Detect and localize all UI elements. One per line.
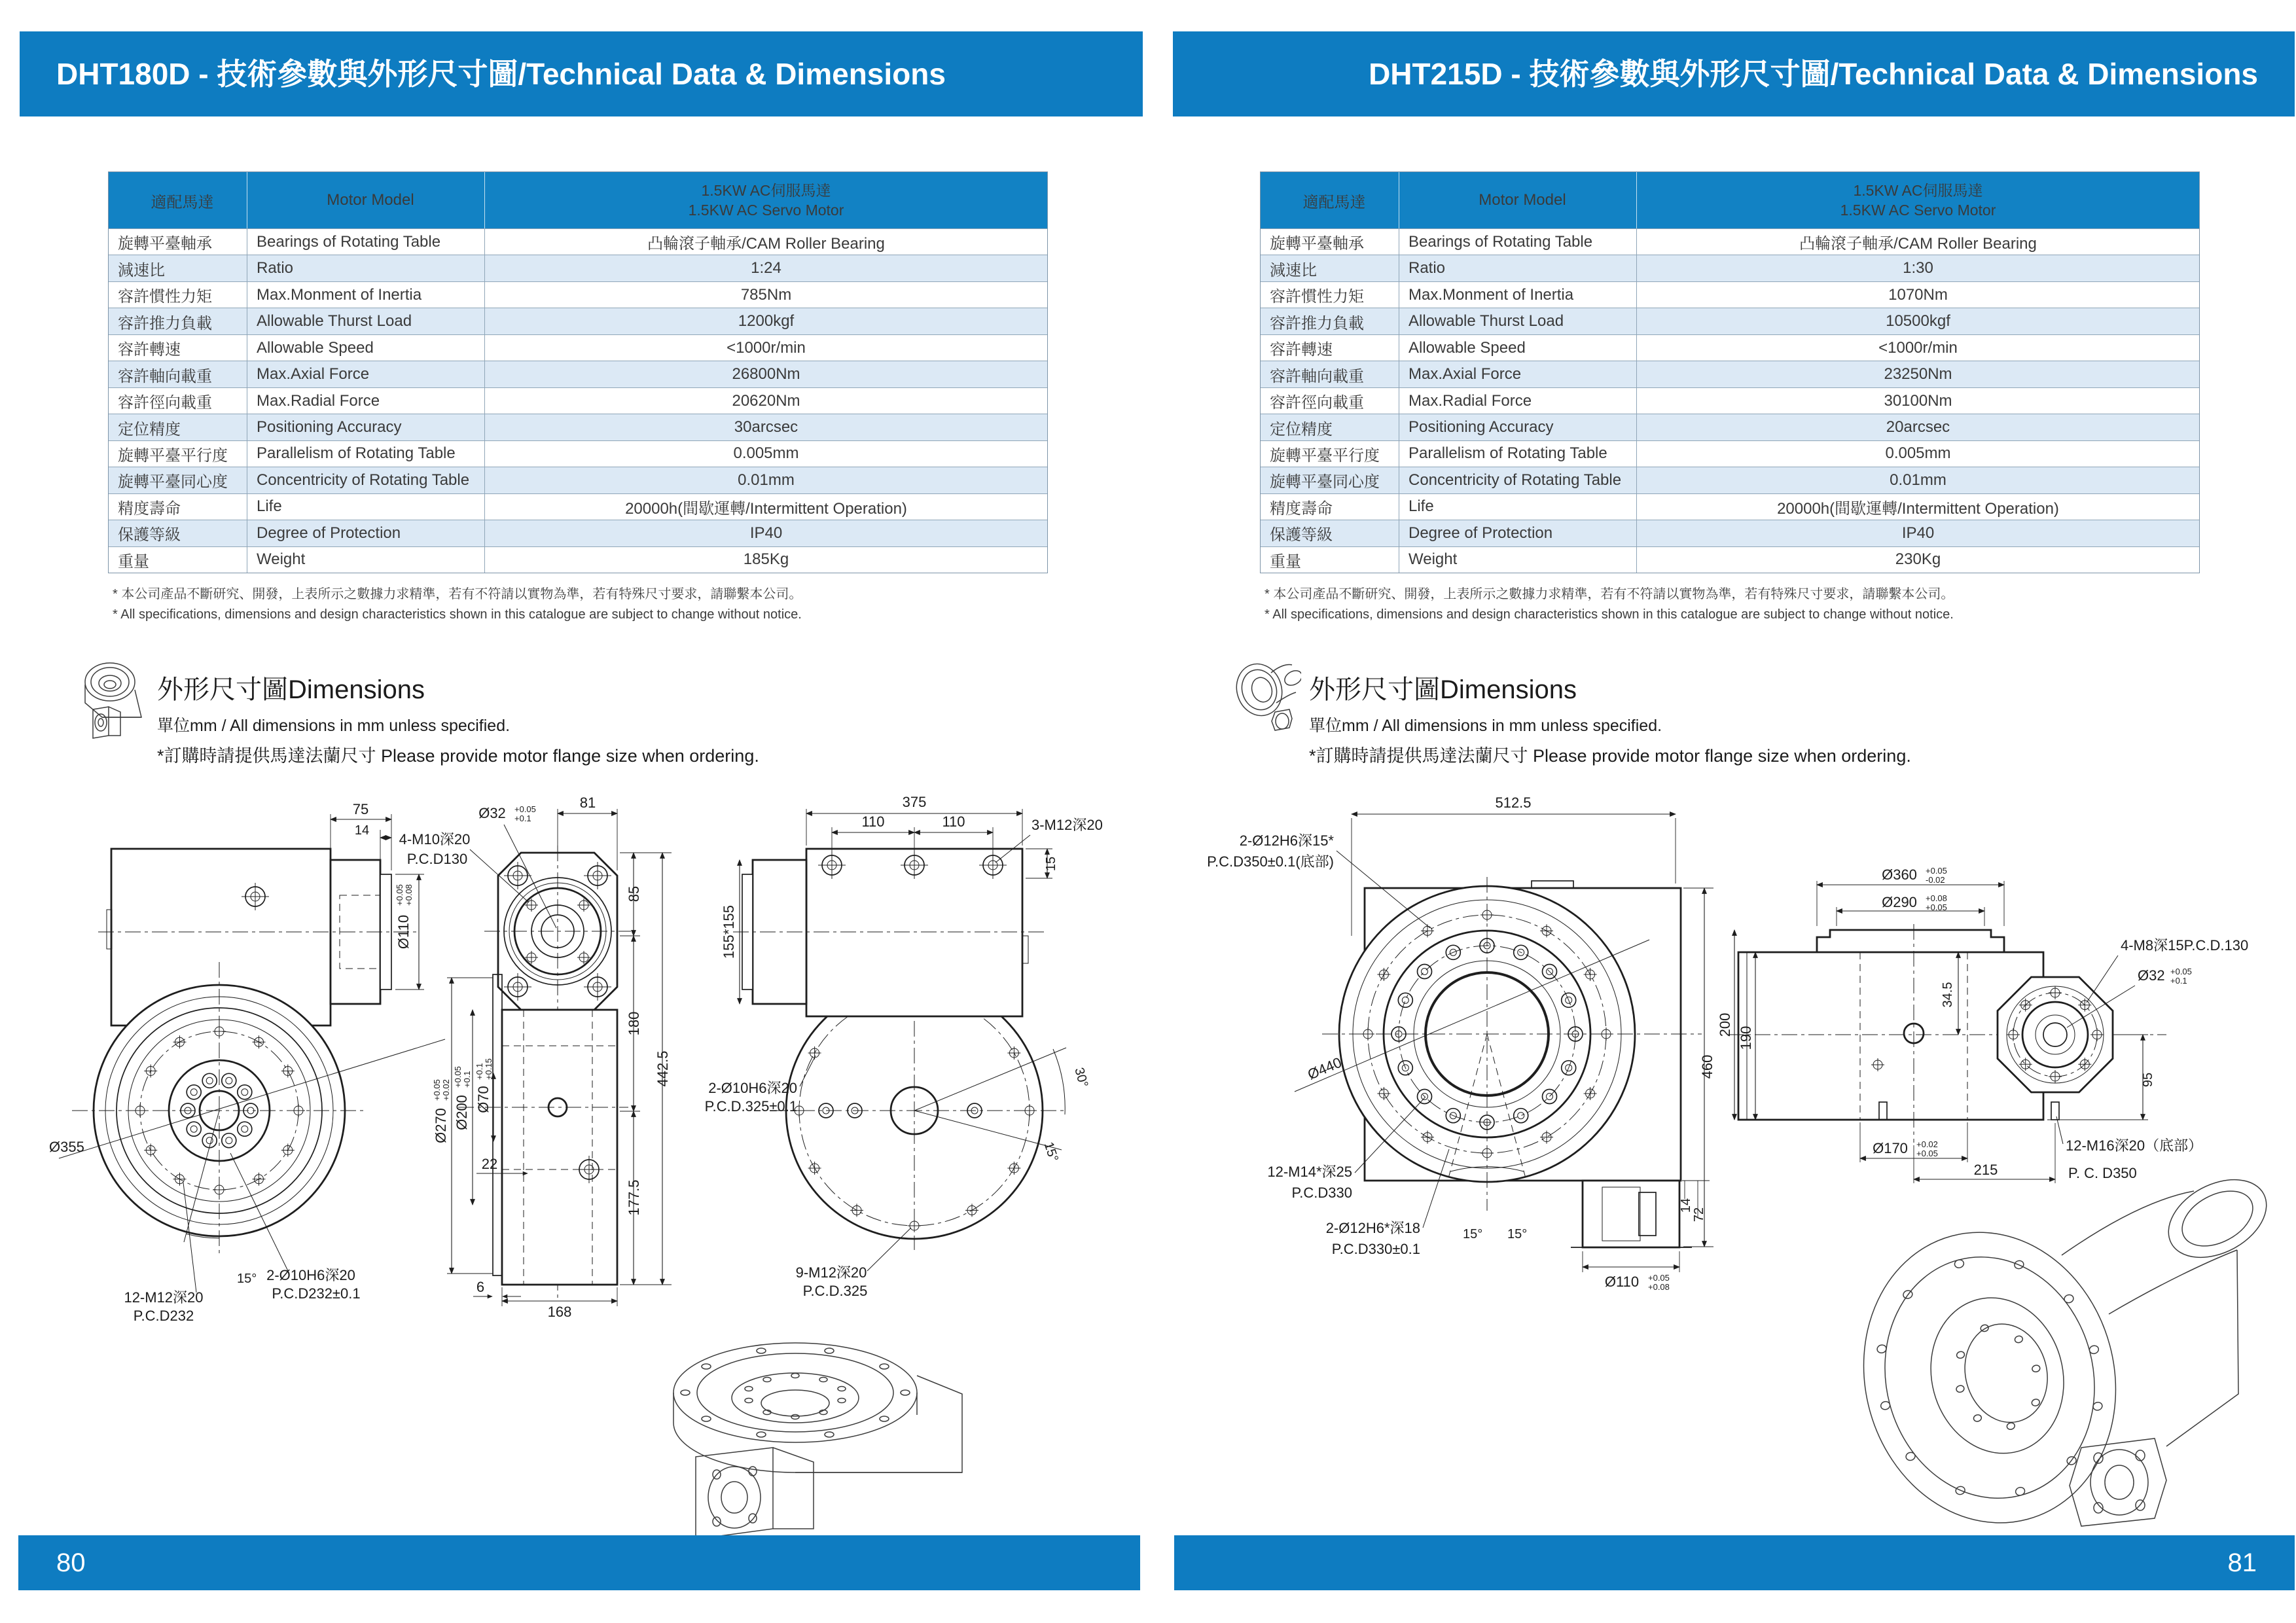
table-cell: Max.Axial Force (247, 361, 485, 387)
dim-label-110a: 110 (861, 813, 885, 830)
label-4-m10-pcd: P.C.D130 (406, 851, 468, 867)
label-12-m12-pcd: P.C.D232 (133, 1308, 194, 1324)
dim-label-190: 190 (1738, 1026, 1754, 1050)
table-cell: 凸輪滾子軸承/CAM Roller Bearing (1799, 235, 2037, 253)
label-9-m12-pcd: P.C.D.325 (802, 1283, 868, 1299)
svg-text:+0.1: +0.1 (462, 1071, 472, 1088)
dim-label-442-5: 442.5 (655, 1050, 671, 1087)
table-cell: Life (1399, 494, 1637, 520)
header-cell-servo: 1.5KW AC伺服馬達 1.5KW AC Servo Motor (688, 182, 844, 219)
table-cell: 定位精度 (1261, 414, 1399, 440)
page-number-81: 81 (1174, 1535, 2295, 1590)
table-cell: 0.01mm (1890, 471, 1946, 489)
svg-text:Ø70: Ø70 (475, 1086, 492, 1113)
svg-text:+0.05: +0.05 (453, 1066, 463, 1088)
dimensions-title: 外形尺寸圖Dimensions (1309, 675, 1577, 704)
header-cell-motor-zh: 適配馬達 (109, 172, 247, 228)
dim-label-155x155: 155*155 (721, 905, 737, 959)
angle-label-15: 15° (237, 1272, 257, 1286)
label-12-m16: 12-M16深20（底部） (2066, 1137, 2203, 1154)
svg-text:+0.02: +0.02 (1916, 1139, 1938, 1149)
table-cell: 旋轉平臺同心度 (1261, 467, 1399, 493)
table-row (109, 334, 1047, 361)
table-cell: Max.Axial Force (1399, 361, 1637, 387)
table-cell: 20000h(間歇運轉/Intermittent Operation) (1777, 499, 2059, 518)
svg-text:+0.1: +0.1 (475, 1063, 484, 1080)
table-cell: 20620Nm (732, 391, 800, 410)
table-cell: Allowable Speed (247, 335, 485, 361)
dim-label-dia355: Ø355 (49, 1139, 84, 1155)
table-cell: 旋轉平臺軸承 (109, 229, 247, 255)
table-row (109, 546, 1047, 573)
dimensions-unit-note: 單位mm / All dimensions in mm unless specified. (157, 717, 511, 735)
table-cell: Positioning Accuracy (1399, 414, 1637, 440)
table-cell: 0.005mm (1885, 444, 1951, 463)
table-cell: Life (247, 494, 485, 520)
table-row (1261, 281, 2199, 308)
label-2-d10h6-pcd: P.C.D232±0.1 (272, 1285, 361, 1302)
table-cell: 保護等級 (109, 520, 247, 546)
product-icon (81, 661, 149, 743)
table-cell: 容許推力負載 (1261, 308, 1399, 334)
svg-text:Ø110: Ø110 (1604, 1274, 1640, 1290)
dim-label-180: 180 (626, 1011, 642, 1036)
svg-text:+0.08: +0.08 (404, 884, 414, 906)
header-cell-motor-en: Motor Model (1399, 172, 1637, 228)
table-row (1261, 520, 2199, 546)
table-cell: 容許徑向載重 (109, 388, 247, 414)
table-cell: 精度壽命 (1261, 494, 1399, 520)
label-2-d12h6-18-pcd: P.C.D330±0.1 (1331, 1241, 1420, 1257)
dim-label-215: 215 (1973, 1162, 1998, 1178)
svg-text:Ø32: Ø32 (478, 805, 506, 821)
dim-label-14-right: 14 (1679, 1198, 1693, 1213)
label-12-m14-pcd: P.C.D330 (1291, 1185, 1352, 1201)
table-cell: <1000r/min (726, 338, 806, 357)
label-4-m8: 4-M8深15P.C.D.130 (2121, 937, 2249, 954)
dht180d-front-view (49, 801, 445, 1324)
table-footnotes: * 本公司產品不斷研究、開發，上表所示之數據力求精準，若有不符請以實物為準，若有特殊尺寸要求，請聯繫本公司。 * All specifications, dimensions and design characteristics shown in this catalogue are subject to change without notice. (1265, 587, 1954, 622)
dim-label-22: 22 (481, 1156, 498, 1172)
table-row (109, 467, 1047, 493)
dht215d-front-view (1207, 794, 1715, 1292)
table-cell: 容許轉速 (1261, 335, 1399, 361)
dim-label-14: 14 (354, 823, 370, 838)
svg-text:+0.05: +0.05 (1648, 1273, 1670, 1283)
dim-label-168: 168 (547, 1304, 572, 1320)
table-cell: Ratio (247, 255, 485, 281)
svg-text:-0.02: -0.02 (1926, 875, 1945, 885)
dim-label-dia200 (453, 1066, 472, 1130)
table-cell: 重量 (109, 547, 247, 573)
table-cell: 保護等級 (1261, 520, 1399, 546)
table-cell: 26800Nm (732, 365, 800, 383)
dim-label-177-5: 177.5 (626, 1179, 642, 1216)
table-row (1261, 255, 2199, 281)
svg-text:+0.05: +0.05 (1916, 1149, 1938, 1158)
svg-text:+0.1: +0.1 (514, 813, 531, 823)
dim-label-dia110 (395, 884, 414, 949)
header-cell-motor-zh: 適配馬達 (1261, 172, 1399, 228)
svg-text:+0.08: +0.08 (1926, 893, 1947, 903)
page-number-80: 80 (18, 1535, 1140, 1590)
svg-text:Ø110: Ø110 (395, 914, 412, 950)
table-row (109, 255, 1047, 281)
dim-label-dia110-right (1605, 1273, 1670, 1292)
dim-label-75: 75 (352, 801, 369, 817)
table-cell: 0.005mm (733, 444, 799, 463)
svg-text:+0.05: +0.05 (395, 884, 404, 906)
dim-label-dia32 (478, 804, 536, 823)
table-cell: Weight (247, 547, 485, 573)
svg-text:+0.1: +0.1 (2170, 976, 2187, 986)
table-row (109, 361, 1047, 387)
table-row (1261, 467, 2199, 493)
table-cell: 凸輪滾子軸承/CAM Roller Bearing (647, 235, 885, 253)
angle-label-30: 30° (1071, 1065, 1091, 1089)
table-cell: IP40 (1901, 524, 1935, 542)
table-row (1261, 308, 2199, 334)
table-row (1261, 361, 2199, 387)
svg-text:+0.05: +0.05 (1926, 866, 1947, 876)
svg-text:+0.05: +0.05 (1926, 902, 1947, 912)
table-row (109, 414, 1047, 440)
svg-text:+0.05: +0.05 (2170, 967, 2192, 976)
svg-text:+0.15: +0.15 (484, 1058, 493, 1080)
dim-label-85: 85 (626, 885, 642, 902)
table-cell: 精度壽命 (109, 494, 247, 520)
dht180d-isometric-view (673, 1343, 962, 1539)
dht180d-side-view (399, 794, 672, 1320)
table-cell: 30100Nm (1884, 391, 1952, 410)
table-cell: 容許軸向載重 (1261, 361, 1399, 387)
table-cell: 旋轉平臺同心度 (109, 467, 247, 493)
dim-label-dia360 (1882, 866, 1947, 885)
product-icon (1233, 661, 1301, 743)
label-3-m12: 3-M12深20 (1031, 817, 1103, 833)
dim-label-200: 200 (1717, 1012, 1733, 1037)
table-cell: 1070Nm (1888, 285, 1948, 304)
table-cell: 旋轉平臺平行度 (1261, 441, 1399, 467)
table-cell: 0.01mm (738, 471, 795, 489)
dht215d-isometric-view (1831, 1164, 2280, 1552)
table-row (109, 308, 1047, 334)
dimensions-order-note: *訂購時請提供馬達法蘭尺寸 Please provide motor flange size when ordering. (157, 746, 759, 766)
dim-label-34-5: 34.5 (1941, 982, 1955, 1008)
table-cell: Max.Radial Force (1399, 388, 1637, 414)
dimensions-order-note: *訂購時請提供馬達法蘭尺寸 Please provide motor flange size when ordering. (1309, 746, 1911, 766)
angle-label-15b: 15° (1507, 1227, 1528, 1241)
table-row (109, 281, 1047, 308)
svg-text:Ø32: Ø32 (2138, 967, 2165, 984)
label-2-d10h6-top-pcd: P.C.D.325±0.1 (704, 1098, 797, 1115)
table-cell: IP40 (749, 524, 783, 542)
table-row (109, 228, 1047, 255)
label-2-d12h6-15: 2-Ø12H6深15* (1239, 832, 1334, 849)
dim-label-72: 72 (1692, 1207, 1706, 1222)
spec-table-dht215d (1260, 171, 2200, 573)
table-cell: 230Kg (1895, 550, 1941, 569)
table-cell: Positioning Accuracy (247, 414, 485, 440)
table-row (1261, 546, 2199, 573)
svg-text:+0.02: +0.02 (441, 1079, 451, 1101)
table-row (109, 493, 1047, 520)
table-cell: Degree of Protection (247, 520, 485, 546)
table-cell: Max.Monment of Inertia (1399, 282, 1637, 308)
svg-text:+0.08: +0.08 (1648, 1282, 1670, 1292)
spec-table-header (109, 172, 1047, 228)
table-row (1261, 334, 2199, 361)
table-cell: 減速比 (109, 255, 247, 281)
table-cell: <1000r/min (1878, 338, 1958, 357)
label-2-d10h6: 2-Ø10H6深20 (266, 1267, 355, 1283)
table-cell: Parallelism of Rotating Table (1399, 441, 1637, 467)
svg-text:Ø170: Ø170 (1873, 1140, 1908, 1156)
table-cell: Bearings of Rotating Table (247, 229, 485, 255)
table-row (1261, 387, 2199, 414)
dimensions-title: 外形尺寸圖Dimensions (157, 675, 425, 704)
spec-table-dht180d (108, 171, 1048, 573)
table-cell: 785Nm (740, 285, 792, 304)
angle-label-15a: 15° (1463, 1227, 1483, 1241)
label-4-m10: 4-M10深20 (399, 831, 471, 847)
table-cell: 20000h(間歇運轉/Intermittent Operation) (625, 499, 907, 518)
label-12-m16-pcd: P. C. D350 (2068, 1165, 2137, 1181)
table-cell: 容許慣性力矩 (1261, 282, 1399, 308)
dim-label-460: 460 (1699, 1054, 1715, 1079)
dim-label-dia440: Ø440 (1305, 1054, 1344, 1083)
dim-label-81: 81 (579, 794, 596, 811)
label-2-d10h6-top: 2-Ø10H6深20 (708, 1080, 797, 1096)
page-title-dht180d: DHT180D - 技術參數與外形尺寸圖/Technical Data & Dimensions (20, 31, 1143, 116)
table-cell: 容許軸向載重 (109, 361, 247, 387)
svg-text:+0.05: +0.05 (514, 804, 536, 814)
table-cell: 10500kgf (1886, 312, 1950, 330)
table-cell: Parallelism of Rotating Table (247, 441, 485, 467)
table-cell: Allowable Thurst Load (1399, 308, 1637, 334)
dim-label-dia32-right (2138, 967, 2192, 986)
svg-text:+0.05: +0.05 (432, 1079, 442, 1101)
page-title-dht215d: DHT215D - 技術參數與外形尺寸圖/Technical Data & Dimensions (1173, 31, 2295, 116)
table-cell: 容許轉速 (109, 335, 247, 361)
table-row (1261, 440, 2199, 467)
table-row (109, 387, 1047, 414)
header-cell-servo: 1.5KW AC伺服馬達 1.5KW AC Servo Motor (1840, 182, 1996, 219)
dim-label-15: 15 (1044, 856, 1058, 872)
table-row (1261, 228, 2199, 255)
table-cell: Concentricity of Rotating Table (247, 467, 485, 493)
table-cell: 容許徑向載重 (1261, 388, 1399, 414)
label-12-m12: 12-M12深20 (124, 1289, 204, 1306)
table-row (109, 520, 1047, 546)
table-cell: 1:24 (751, 259, 781, 277)
dim-label-dia290 (1882, 893, 1947, 912)
label-2-d12h6-18: 2-Ø12H6*深18 (1325, 1220, 1420, 1236)
table-cell: 容許慣性力矩 (109, 282, 247, 308)
dim-label-512-5: 512.5 (1495, 794, 1532, 811)
label-12-m14: 12-M14*深25 (1267, 1164, 1352, 1180)
table-cell: 減速比 (1261, 255, 1399, 281)
label-2-d12h6-15-pcd: P.C.D350±0.1(底部) (1207, 853, 1334, 870)
svg-text:Ø360: Ø360 (1882, 866, 1917, 883)
table-cell: 20arcsec (1886, 418, 1950, 437)
dim-label-dia170 (1873, 1139, 1938, 1158)
dht215d-side-view (1717, 866, 2248, 1183)
table-cell: 旋轉平臺軸承 (1261, 229, 1399, 255)
table-footnotes: * 本公司產品不斷研究、開發，上表所示之數據力求精準，若有不符請以實物為準，若有特殊尺寸要求，請聯繫本公司。 * All specifications, dimensions and design characteristics shown in this catalogue are subject to change without notice. (113, 587, 802, 622)
table-row (1261, 493, 2199, 520)
dim-label-dia270 (432, 1079, 451, 1143)
table-row (1261, 414, 2199, 440)
dim-label-375: 375 (902, 794, 927, 810)
label-9-m12: 9-M12深20 (795, 1264, 867, 1281)
table-cell: Weight (1399, 547, 1637, 573)
table-cell: 185Kg (743, 550, 789, 569)
dht180d-top-view (705, 794, 1103, 1299)
dim-label-6: 6 (476, 1279, 485, 1295)
svg-text:Ø200: Ø200 (454, 1095, 470, 1130)
dim-label-dia70 (475, 1058, 493, 1113)
table-cell: Concentricity of Rotating Table (1399, 467, 1637, 493)
spec-table-header (1261, 172, 2199, 228)
header-cell-motor-en: Motor Model (247, 172, 485, 228)
dim-label-95: 95 (2141, 1072, 2155, 1088)
table-cell: Max.Monment of Inertia (247, 282, 485, 308)
dimensions-section (157, 669, 1008, 767)
svg-text:Ø290: Ø290 (1882, 894, 1917, 910)
dimensions-unit-note: 單位mm / All dimensions in mm unless specified. (1309, 717, 1662, 735)
table-cell: Allowable Speed (1399, 335, 1637, 361)
table-row (109, 440, 1047, 467)
table-cell: 1200kgf (738, 312, 795, 330)
table-cell: 容許推力負載 (109, 308, 247, 334)
table-cell: 重量 (1261, 547, 1399, 573)
table-cell: 旋轉平臺平行度 (109, 441, 247, 467)
angle-label-15b: 15° (1041, 1140, 1061, 1164)
table-cell: 1:30 (1903, 259, 1933, 277)
svg-text:Ø270: Ø270 (433, 1108, 449, 1143)
table-cell: 30arcsec (734, 418, 798, 437)
table-cell: Allowable Thurst Load (247, 308, 485, 334)
table-cell: Max.Radial Force (247, 388, 485, 414)
table-cell: Degree of Protection (1399, 520, 1637, 546)
table-cell: Bearings of Rotating Table (1399, 229, 1637, 255)
table-cell: 定位精度 (109, 414, 247, 440)
table-cell: 23250Nm (1884, 365, 1952, 383)
dim-label-110b: 110 (942, 813, 965, 830)
table-cell: Ratio (1399, 255, 1637, 281)
dimensions-section (1309, 669, 2160, 767)
